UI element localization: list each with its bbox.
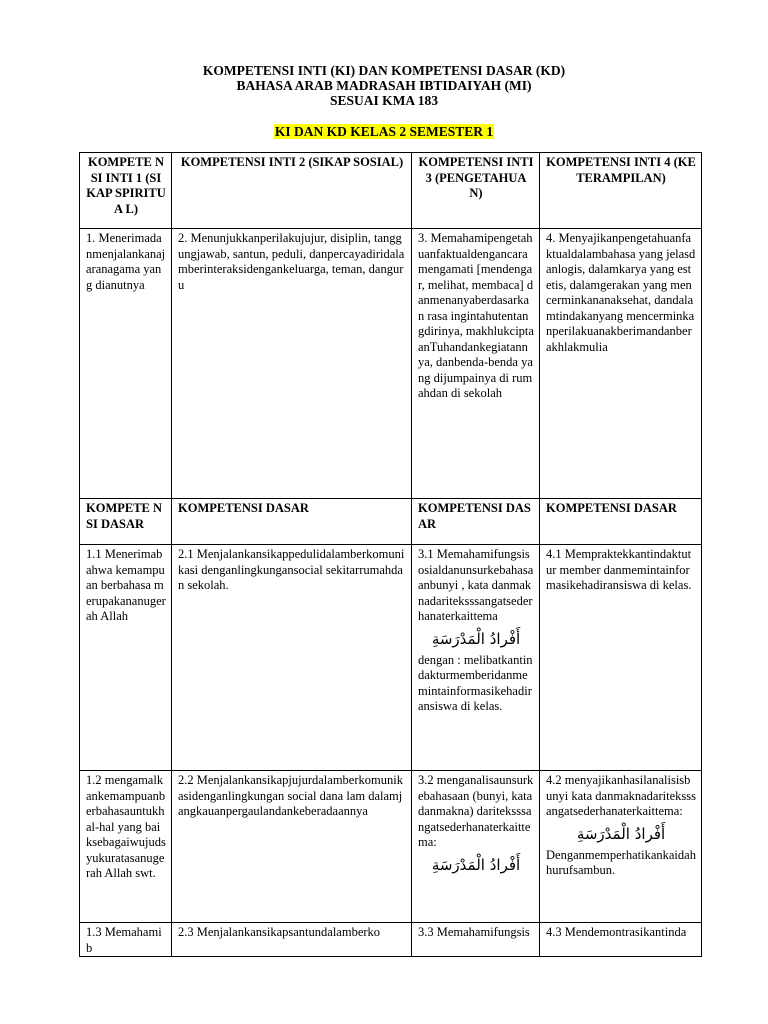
ki-header-1: KOMPETE NSI INTI 1 (SIKAP SPIRITUA L) (80, 153, 172, 229)
kd-header-1: KOMPETE NSI DASAR (80, 499, 172, 545)
subtitle-container (0, 123, 768, 141)
kd-1-1-cell: 1.1 Menerimabahwa kemampuan berbahasa merupakananugerah Allah (80, 545, 172, 771)
arabic-theme-phrase: أَفْرادُ الْمَدْرَسَةِ (431, 855, 521, 874)
kd-2-2-cell: 2.2 Menjalankansikapjujurdalamberkomunikasidenganlingkungan social dana lam dalamjangkauanpergaulandankeberadaannya (172, 771, 412, 923)
kd-row-1 (80, 545, 702, 771)
kd-4-3-cell: 4.3 Mendemontrasikantinda (540, 923, 702, 957)
kd-row-3 (80, 923, 702, 957)
ki-cell-4: 4. Menyajikanpengetahuanfaktualdalambahasa yang jelasdanlogis, dalamkarya yang estetis, dalamgerakan yang mencerminkananaksehat, dandalamtindakanyang mencerminkanperilakuanakberimandanberakhlakmulia (540, 229, 702, 499)
kd-3-1-text: 3.1 Memahamifungsisosialdanunsurkebahasaanbunyi , kata danmaknadariteksssangatsederhanaterkaittema (418, 547, 534, 623)
ki-header-2: KOMPETENSI INTI 2 (SIKAP SOSIAL) (172, 153, 412, 229)
ki-cell-1: 1. Menerimadanmenjalankanajaranagama yang dianutnya (80, 229, 172, 499)
kd-4-2-continuation: Denganmemperhatikankaidahhurufsambun. (546, 847, 696, 877)
kd-4-2-cell (540, 771, 702, 923)
ki-content-row (80, 229, 702, 499)
kd-3-3-cell: 3.3 Memahamifungsis (412, 923, 540, 957)
kd-4-2-text: 4.2 menyajikanhasilanalisisbunyi kata danmaknadariteksssangatsederhanaterkaittema: (546, 773, 696, 818)
highlighted-subtitle: KI DAN KD KELAS 2 SEMESTER 1 (274, 124, 494, 139)
kd-header-3: KOMPETENSI DASAR (412, 499, 540, 545)
arabic-theme-phrase: أَفْرادُ الْمَدْرَسَةِ (431, 629, 521, 648)
document-title-line-2: BAHASA ARAB MADRASAH IBTIDAIYAH (MI) (236, 78, 532, 93)
document-title-line-1: KOMPETENSI INTI (KI) DAN KOMPETENSI DASAR (KD) (202, 63, 566, 78)
kd-3-2-text: 3.2 menganalisaunsurkebahasaan (bunyi, kata danmakna) dariteksssangatsederhanaterkaittema: (418, 773, 534, 849)
kd-2-1-cell: 2.1 Menjalankansikappedulidalamberkomunikasi denganlingkungansocial sekitarrumahdan sekolah. (172, 545, 412, 771)
ki-header-row (80, 153, 702, 229)
document-title-line-3: SESUAI KMA 183 (329, 93, 439, 108)
kd-3-1-continuation: dengan : melibatkantindakturmemberidanmemintainformasikehadiransiswa di kelas. (418, 652, 533, 713)
kd-header-4: KOMPETENSI DASAR (540, 499, 702, 545)
kd-header-2: KOMPETENSI DASAR (172, 499, 412, 545)
ki-cell-3: 3. Memahamipengetahuanfaktualdengancaramengamati [mendengar, melihat, membaca] danmenanyaberdasarkan rasa ingintahutentangdirinya, makhlukciptaanTuhandankegiatannya, danbenda-benda yang dijumpainya di rumahdan di sekolah (412, 229, 540, 499)
kd-3-2-cell (412, 771, 540, 923)
kd-1-3-cell: 1.3 Memahamib (80, 923, 172, 957)
ki-header-4: KOMPETENSI INTI 4 (KETERAMPILAN) (540, 153, 702, 229)
competency-table (79, 152, 702, 957)
arabic-theme-phrase: أَفْرادُ الْمَدْرَسَةِ (576, 824, 666, 843)
kd-header-row (80, 499, 702, 545)
ki-header-3: KOMPETENSI INTI 3 (PENGETAHUA N) (412, 153, 540, 229)
kd-1-2-cell: 1.2 mengamalkankemampuanberbahasauntukhal-hal yang baiksebagaiwujudsyukuratasanugerah Allah swt. (80, 771, 172, 923)
kd-2-3-cell: 2.3 Menjalankansikapsantundalamberko (172, 923, 412, 957)
kd-3-1-cell (412, 545, 540, 771)
kd-row-2 (80, 771, 702, 923)
ki-cell-2: 2. Menunjukkanperilakujujur, disiplin, tanggungjawab, santun, peduli, danpercayadiridalamberinteraksidengankeluarga, teman, danguru (172, 229, 412, 499)
kd-4-1-cell: 4.1 Mempraktekkantindaktutur member danmemintainformasikehadiransiswa di kelas. (540, 545, 702, 771)
